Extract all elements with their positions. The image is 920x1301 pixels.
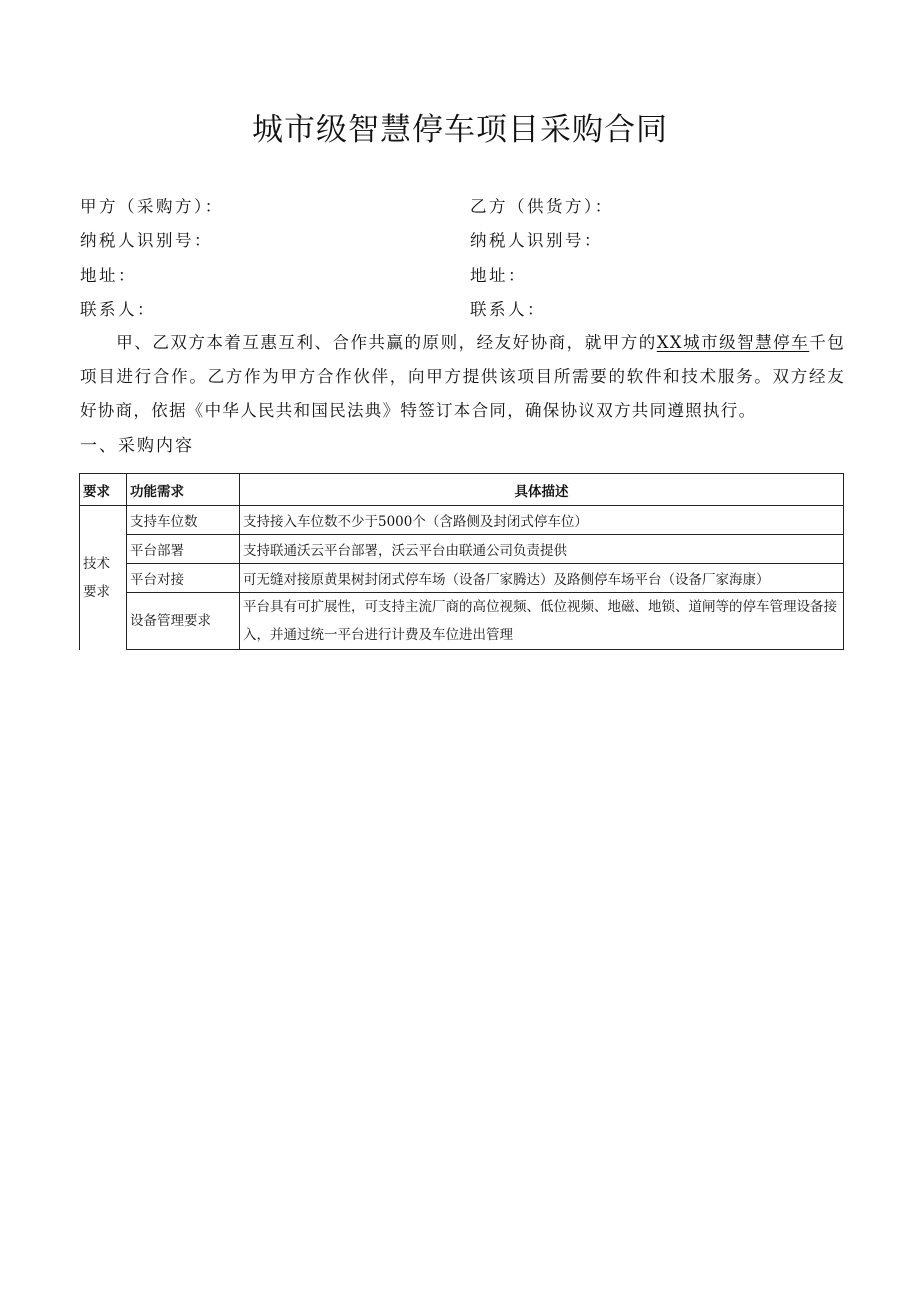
- feature-cell: 平台部署: [127, 535, 240, 564]
- category-cell: 技术要求: [80, 506, 127, 650]
- table-row: [80, 506, 844, 535]
- party-address-row: [80, 262, 860, 292]
- requirements-table: [79, 473, 844, 650]
- header-requirement: 要求: [80, 474, 127, 506]
- table-row: [80, 564, 844, 593]
- feature-cell: 支持车位数: [127, 506, 240, 535]
- description-cell: 支持接入车位数不少于5000个（含路侧及封闭式停车位）: [240, 506, 844, 535]
- description-cell: 可无缝对接原黄果树封闭式停车场（设备厂家腾达）及路侧停车场平台（设备厂家海康）: [240, 564, 844, 593]
- header-feature: 功能需求: [127, 474, 240, 506]
- party-b-address-label: 地址：: [470, 266, 527, 285]
- feature-cell: 平台对接: [127, 564, 240, 593]
- intro-project-name: XX城市级智慧停车: [656, 333, 810, 352]
- party-a-address-label: 地址：: [80, 266, 137, 285]
- party-a-contact-label: 联系人：: [80, 300, 156, 319]
- description-cell: 支持联通沃云平台部署，沃云平台由联通公司负责提供: [240, 535, 844, 564]
- intro-text-after: 千包项目进行合作。乙方作为甲方合作伙伴，向甲方提供该项目所需要的软件和技术服务。双方经友好协商，依据《中华人民共和国民法典》特签订本合同，确保协议双方共同遵照执行。: [80, 333, 846, 420]
- party-b-contact-label: 联系人：: [470, 300, 546, 319]
- party-b-name-label: 乙方（供货方）：: [470, 197, 614, 216]
- party-tax-id-row: [80, 227, 860, 257]
- table-row: [80, 535, 844, 564]
- party-a-tax-id-label: 纳税人识别号：: [80, 231, 213, 250]
- table-header-row: [80, 474, 844, 506]
- party-a-name-label: 甲方（采购方）：: [80, 197, 224, 216]
- table-row: [80, 593, 844, 650]
- intro-text-before: 甲、乙双方本着互惠互利、合作共赢的原则，经友好协商，就甲方的: [116, 333, 657, 352]
- description-cell: 平台具有可扩展性，可支持主流厂商的高位视频、低位视频、地磁、地锁、道闸等的停车管理设备接入，并通过统一平台进行计费及车位进出管理: [240, 593, 844, 650]
- party-b-tax-id-label: 纳税人识别号：: [470, 231, 603, 250]
- section-heading: 一、采购内容: [80, 436, 194, 456]
- party-name-row: [80, 193, 860, 223]
- feature-cell: 设备管理要求: [127, 593, 240, 650]
- header-description: 具体描述: [240, 474, 844, 506]
- intro-paragraph: [80, 326, 845, 428]
- contract-title: 城市级智慧停车项目采购合同: [252, 112, 668, 148]
- party-contact-row: [80, 296, 860, 326]
